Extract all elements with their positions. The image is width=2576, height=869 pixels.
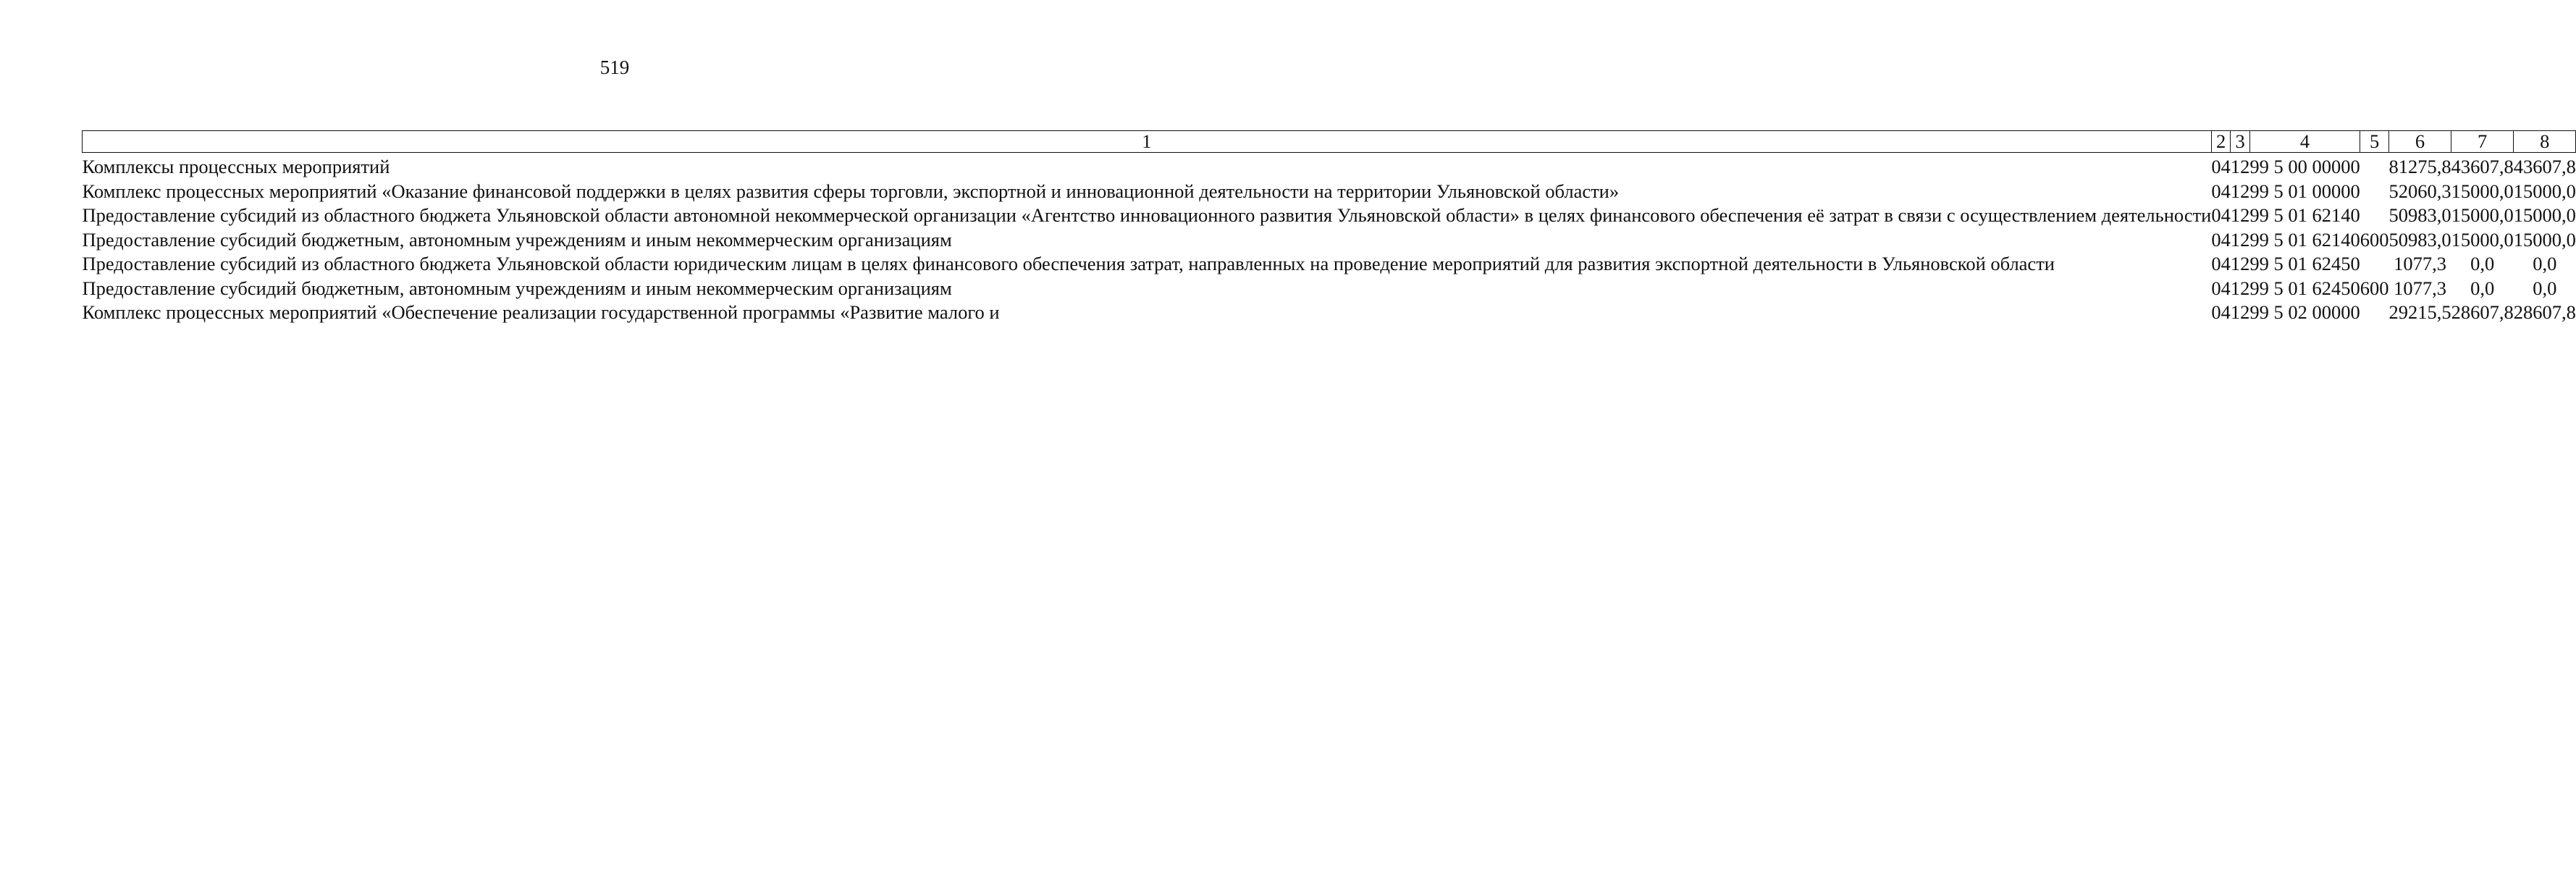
table-row (83, 228, 2576, 253)
column-header: 8 (2514, 131, 2576, 153)
column-header: 1 (83, 131, 2212, 153)
subsection-code: 12 (2230, 277, 2250, 299)
amount-col6: 81275,8 (2388, 156, 2451, 177)
section-code: 04 (2211, 277, 2231, 299)
amount-col7: 15000,0 (2451, 228, 2514, 251)
subsection-code: 12 (2230, 180, 2250, 202)
expense-type-code: 600 (2360, 228, 2389, 251)
amount-col6: 50983,0 (2388, 204, 2451, 226)
table-row (83, 153, 2576, 180)
row-description: Комплекс процессных мероприятий «Обеспечение реализации государственной программы «Развитие малого и (82, 301, 1000, 323)
subsection-code: 12 (2230, 253, 2250, 274)
expense-type-code (2360, 301, 2389, 325)
subsection-code: 12 (2230, 156, 2250, 177)
amount-col7: 15000,0 (2451, 180, 2514, 202)
subsection-code: 12 (2230, 228, 2250, 251)
expense-type-code (2360, 153, 2389, 180)
table-row (83, 180, 2576, 204)
amount-col6: 1077,3 (2394, 253, 2446, 274)
column-header: 3 (2231, 131, 2250, 153)
header-row (83, 131, 2576, 153)
amount-col8: 15000,0 (2513, 228, 2576, 251)
amount-col8: 15000,0 (2513, 180, 2576, 202)
section-code: 04 (2211, 204, 2231, 226)
amount-col8: 43607,8 (2513, 156, 2576, 177)
row-description: Предоставление субсидий из областного бюджета Ульяновской области юридическим лицам в целях финансового обеспечения затрат, направленных на проведение мероприятий для развития экспортной деятельности в Ульяновской области (82, 253, 2055, 274)
section-code: 04 (2211, 301, 2231, 323)
amount-col8: 28607,8 (2513, 301, 2576, 323)
target-article-code: 99 5 01 62450 (2249, 253, 2360, 274)
amount-col6: 52060,3 (2388, 180, 2451, 202)
amount-col7: 0,0 (2470, 277, 2495, 299)
amount-col7: 28607,8 (2451, 301, 2514, 323)
budget-table (82, 130, 2576, 325)
section-code: 04 (2211, 253, 2231, 274)
row-description: Предоставление субсидий из областного бюджета Ульяновской области автономной некоммерческой организации «Агентство инновационного развития Ульяновской области» в целях финансового обеспечения её затрат в связи с осуществлением деятельности (82, 204, 2212, 226)
row-description: Комплексы процессных мероприятий (82, 156, 390, 177)
expense-type-code: 600 (2360, 277, 2389, 299)
target-article-code: 99 5 01 62140 (2249, 228, 2360, 251)
column-header: 5 (2360, 131, 2389, 153)
amount-col7: 0,0 (2470, 253, 2495, 274)
row-description: Предоставление субсидий бюджетным, автономным учреждениям и иным некоммерческим организациям (82, 277, 952, 299)
subsection-code: 12 (2230, 204, 2250, 226)
column-header: 7 (2451, 131, 2514, 153)
amount-col8: 0,0 (2533, 277, 2557, 299)
section-code: 04 (2211, 156, 2231, 177)
amount-col6: 1077,3 (2394, 277, 2446, 299)
table-row (83, 277, 2576, 301)
target-article-code: 99 5 01 62450 (2249, 277, 2360, 299)
target-article-code: 99 5 00 00000 (2249, 156, 2360, 177)
expense-type-code (2360, 252, 2389, 277)
expense-type-code (2360, 180, 2389, 204)
column-header: 4 (2249, 131, 2360, 153)
row-description: Предоставление субсидий бюджетным, автономным учреждениям и иным некоммерческим организациям (82, 228, 952, 251)
row-description: Комплекс процессных мероприятий «Оказание финансовой поддержки в целях развития сферы торговли, экспортной и инновационной деятельности на территории Ульяновской области» (82, 180, 1620, 202)
amount-col8: 15000,0 (2513, 204, 2576, 226)
column-header: 6 (2388, 131, 2451, 153)
amount-col6: 50983,0 (2388, 228, 2451, 251)
section-code: 04 (2211, 180, 2231, 202)
amount-col7: 15000,0 (2451, 204, 2514, 226)
table-row (83, 301, 2576, 325)
subsection-code: 12 (2230, 301, 2250, 323)
amount-col8: 0,0 (2533, 253, 2557, 274)
table-row (83, 203, 2576, 228)
target-article-code: 99 5 01 00000 (2249, 180, 2360, 202)
amount-col7: 43607,8 (2451, 156, 2514, 177)
expense-type-code (2360, 203, 2389, 228)
amount-col6: 29215,5 (2388, 301, 2451, 323)
page-number: 519 (599, 56, 630, 78)
table-row (83, 252, 2576, 277)
column-header: 2 (2211, 131, 2231, 153)
target-article-code: 99 5 01 62140 (2249, 204, 2360, 226)
target-article-code: 99 5 02 00000 (2249, 301, 2360, 323)
section-code: 04 (2211, 228, 2231, 251)
